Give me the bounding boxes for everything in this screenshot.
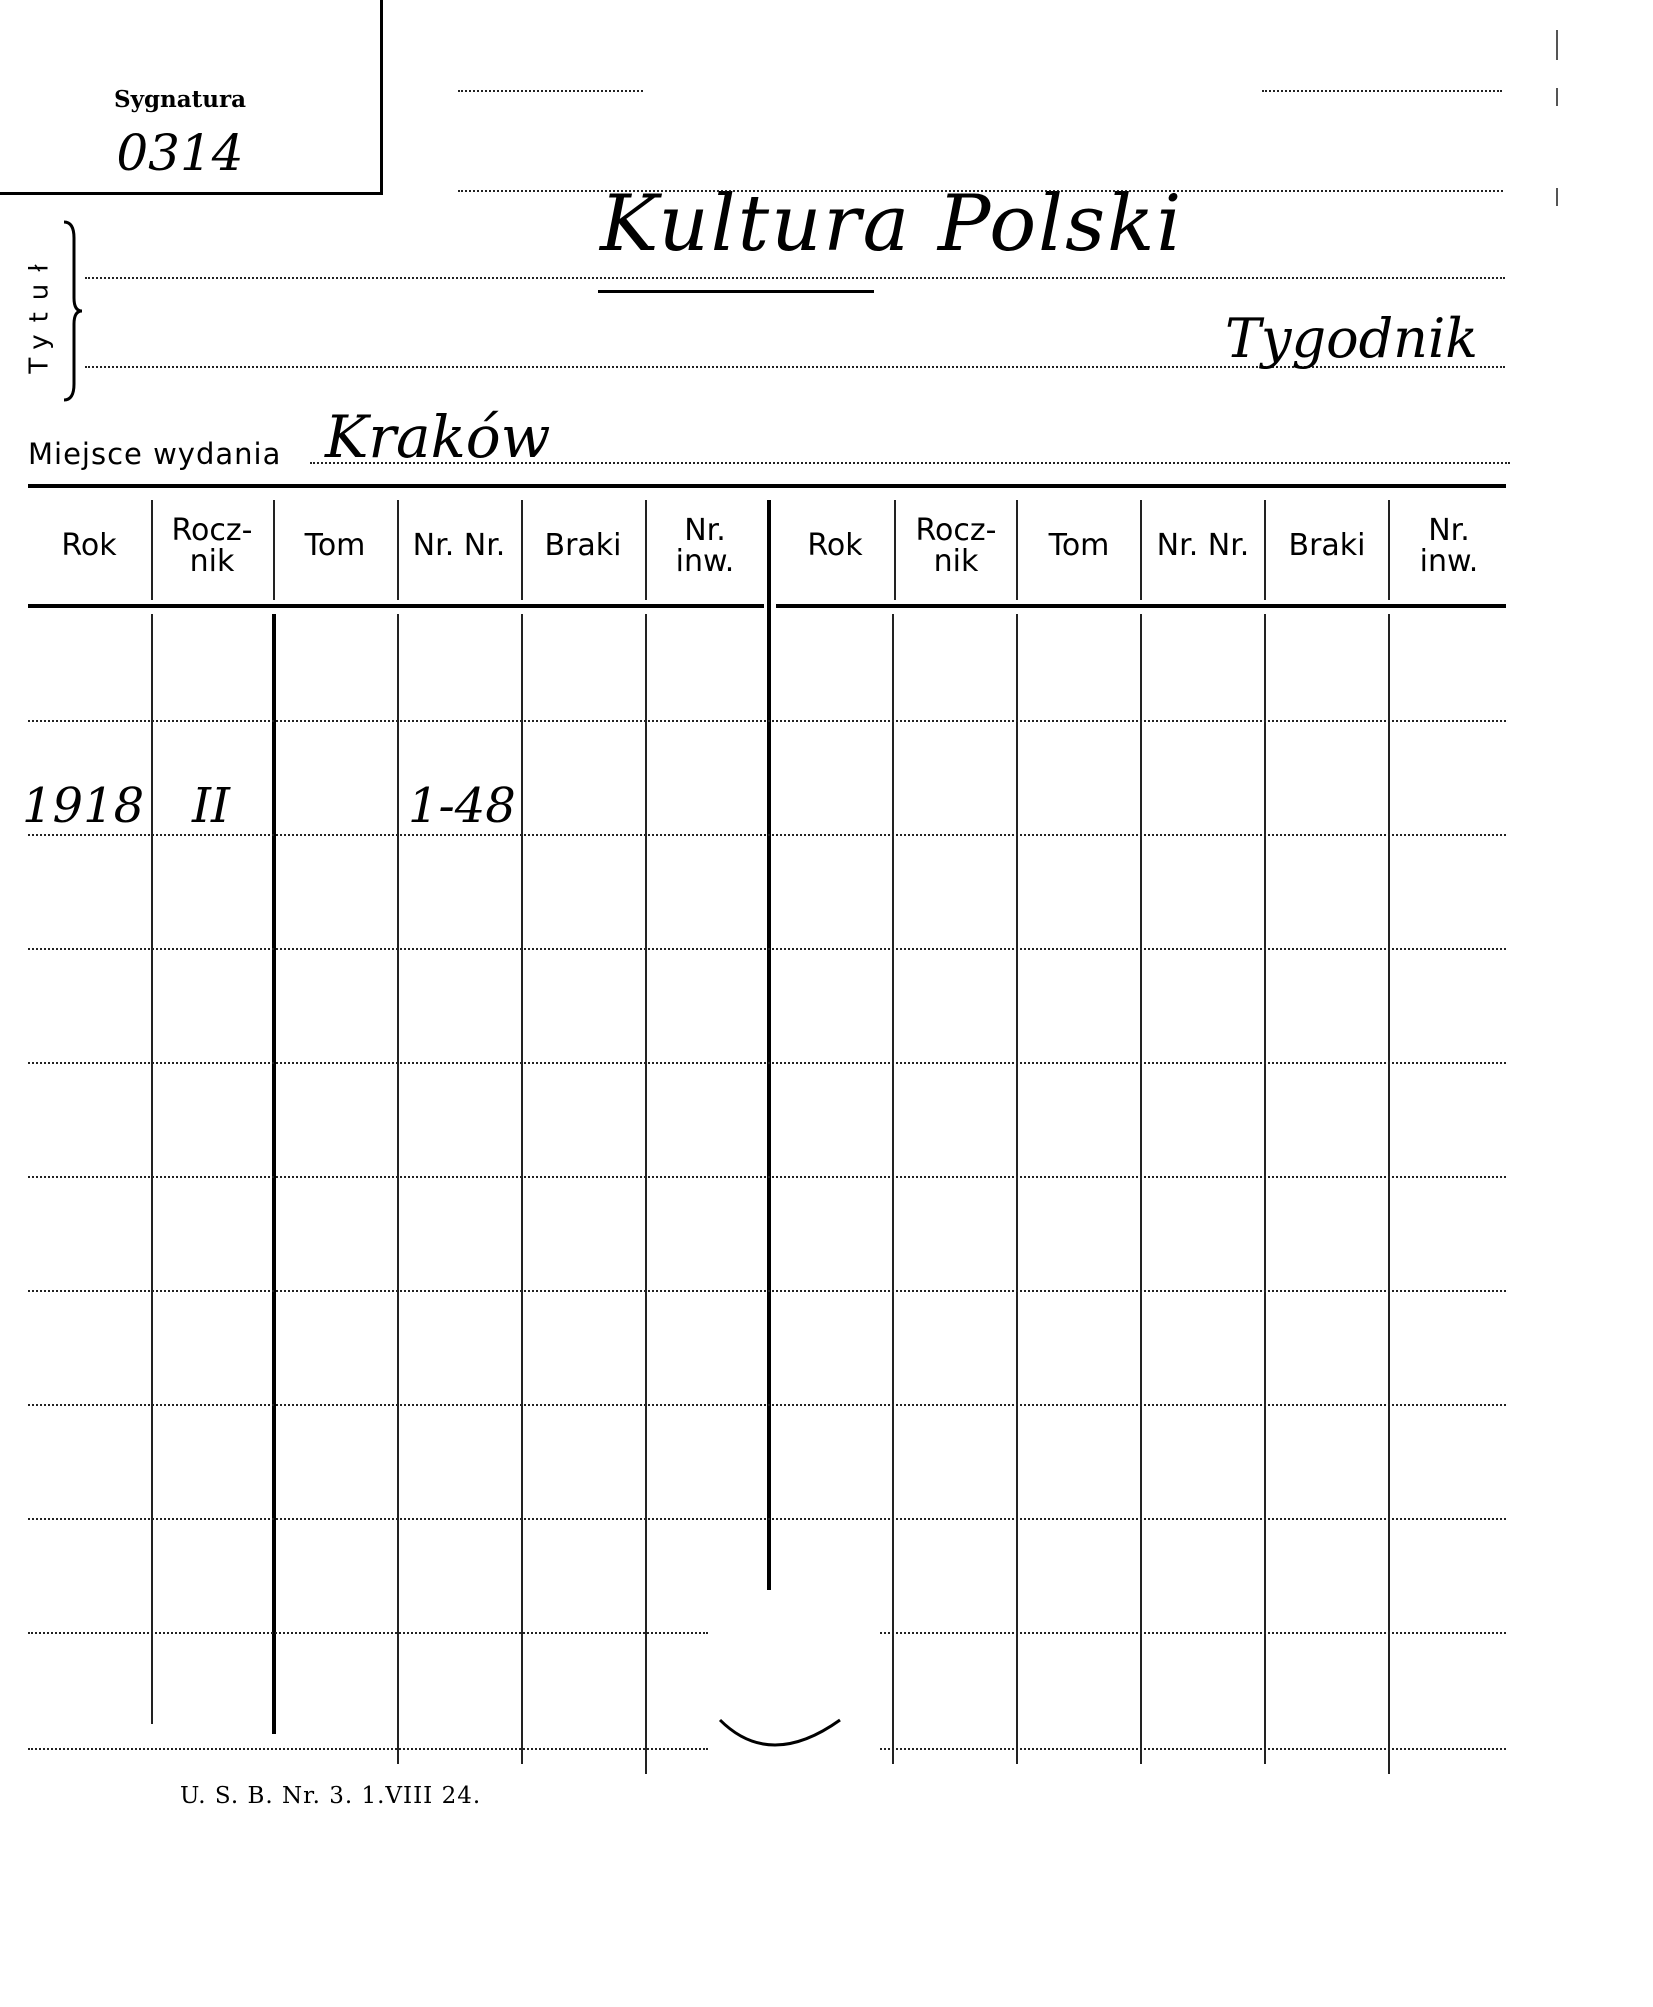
column-divider: [1140, 500, 1142, 600]
column-divider: [397, 614, 399, 1764]
column-divider: [1016, 614, 1018, 1764]
column-header-rocznik: [896, 500, 1016, 592]
cell-rocznik: II: [192, 778, 230, 834]
dotted-line: [1262, 90, 1502, 92]
column-divider: [1388, 500, 1390, 600]
place-label: Miejsce wydania: [28, 437, 282, 471]
row-line: [28, 834, 1506, 836]
frequency-value: Tygodnik: [1225, 307, 1478, 370]
column-divider: [1140, 614, 1142, 1764]
column-header-rocznik-text: Rocz- nik: [915, 512, 997, 579]
column-header-numery: Nr. Nr.: [412, 528, 506, 564]
column-header-rok: Rok: [807, 528, 863, 564]
signature-label: Sygnatura: [113, 86, 247, 113]
brace-icon: [62, 218, 84, 404]
column-header-tom: Tom: [304, 528, 366, 564]
column-header-braki: Braki: [544, 528, 622, 564]
table-top-rule: [28, 484, 1506, 488]
column-divider: [151, 614, 153, 1724]
column-header-nr-inw: [1390, 500, 1508, 592]
column-divider: [273, 500, 275, 600]
column-divider: [151, 500, 153, 600]
column-divider: [1264, 614, 1266, 1764]
header-rule-right: [776, 604, 1506, 608]
column-divider: [1016, 500, 1018, 600]
row-line: [28, 1290, 1506, 1292]
row-line: [28, 720, 1506, 722]
column-header-rocznik-text: Rocz- nik: [171, 512, 253, 579]
column-divider: [894, 500, 896, 600]
column-header-braki: Braki: [1288, 528, 1366, 564]
column-divider: [1264, 500, 1266, 600]
edge-mark: [1556, 88, 1558, 106]
header-rule-left: [28, 604, 764, 608]
footer-print-note: U. S. B. Nr. 3. 1.VIII 24.: [180, 1783, 482, 1809]
column-divider: [397, 500, 399, 600]
cell-numery: 1-48: [408, 778, 516, 834]
column-header-nr-inw-text: Nr. inw.: [1419, 512, 1479, 579]
title-value: Kultura Polski: [600, 179, 1184, 269]
title-underline: [598, 290, 874, 293]
row-line: [28, 1748, 708, 1750]
column-header-rok: Rok: [61, 528, 117, 564]
row-line: [880, 1632, 1506, 1634]
row-line: [28, 1404, 1506, 1406]
column-divider: [521, 614, 523, 1764]
center-divider: [767, 500, 771, 1590]
column-divider: [645, 500, 647, 600]
cell-rok: 1918: [22, 778, 145, 834]
title-line-1: [85, 277, 1505, 279]
column-header-rocznik: [152, 500, 272, 592]
dotted-line: [458, 90, 643, 92]
place-value: Kraków: [325, 403, 551, 471]
column-divider: [1388, 614, 1390, 1774]
punch-hole-icon: [710, 1700, 860, 1770]
title-label: Tytuł: [25, 252, 55, 374]
column-divider: [521, 500, 523, 600]
row-line: [28, 1176, 1506, 1178]
row-line: [28, 1518, 1506, 1520]
column-header-nr-inw-text: Nr. inw.: [675, 512, 735, 579]
edge-mark: [1556, 188, 1558, 206]
row-line: [28, 1062, 1506, 1064]
column-divider: [645, 614, 647, 1774]
row-line: [880, 1748, 1506, 1750]
column-header-tom: Tom: [1048, 528, 1110, 564]
column-header-numery: Nr. Nr.: [1156, 528, 1250, 564]
column-divider: [892, 614, 894, 1764]
place-line: [310, 462, 1510, 464]
row-line: [28, 1632, 708, 1634]
row-line: [28, 948, 1506, 950]
column-header-nr-inw: [646, 500, 764, 592]
edge-mark: [1556, 30, 1558, 60]
signature-value: 0314: [116, 124, 244, 182]
column-divider-bold: [272, 614, 276, 1734]
